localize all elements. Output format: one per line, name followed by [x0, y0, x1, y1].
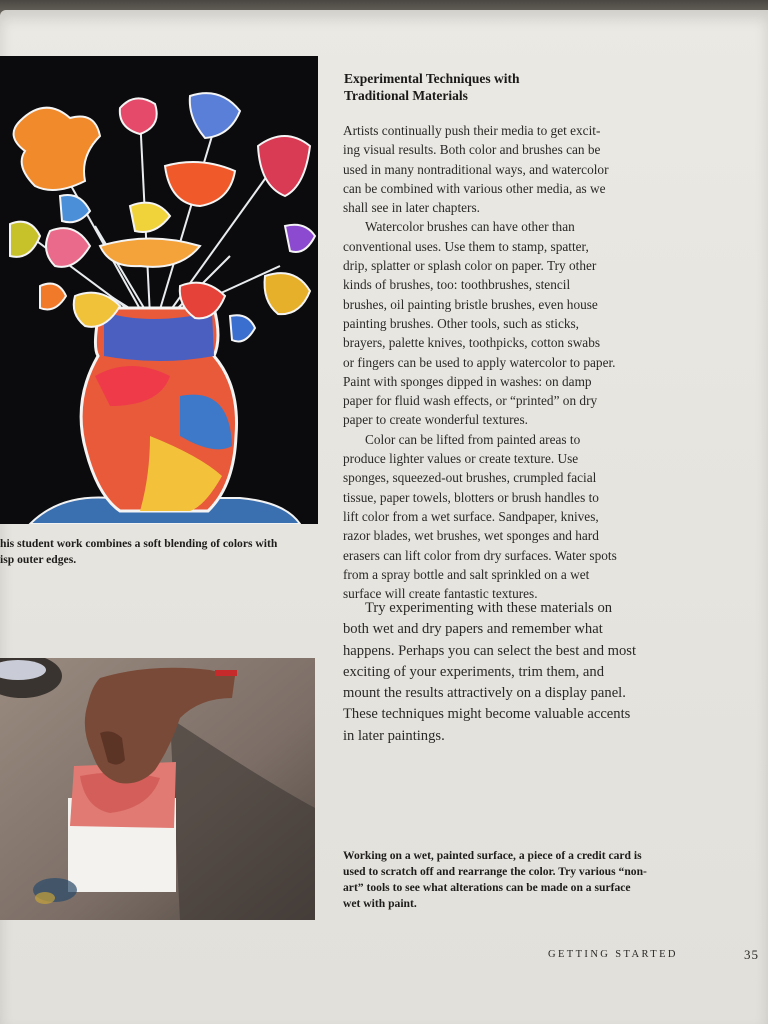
body-text-line: in later paintings. — [343, 727, 445, 744]
body-text-line: or fingers can be used to apply watercolor to paper. — [343, 354, 616, 370]
hand-scraping-illustration — [0, 658, 315, 920]
body-text-line: painting brushes. Other tools, such as sticks, — [343, 315, 579, 331]
body-text-line: Try experimenting with these materials on — [365, 600, 613, 616]
flower-vase-illustration — [0, 56, 318, 524]
body-text-line: ing visual results. Both color and brushes can be — [343, 142, 601, 158]
caption-credit-card — [343, 848, 703, 912]
section-heading — [344, 70, 664, 104]
body-text-line: Artists continually push their media to get excit- — [343, 123, 601, 138]
body-text-line: Paint with sponges dipped in washes: on damp — [343, 373, 592, 389]
body-text-line: shall see in later chapters. — [343, 200, 480, 216]
body-text-line: paper for fluid wash effects, or “printed” on dry — [343, 393, 598, 409]
caption-credit-card-line: art” tools to see what alterations can be made on a surface — [343, 881, 631, 894]
body-text-upper — [343, 121, 675, 603]
caption-vase — [0, 536, 318, 568]
body-text-line: Watercolor brushes can have other than — [365, 219, 575, 235]
caption-vase-line: his student work combines a soft blending of colors with — [0, 537, 278, 550]
body-text-line: drip, splatter or splash color on paper. Try other — [343, 258, 597, 274]
body-text-lower — [343, 598, 688, 747]
body-text-line: mount the results attractively on a display panel. — [343, 685, 626, 702]
body-text-line: exciting of your experiments, trim them, and — [343, 663, 604, 680]
body-text-line: kinds of brushes, too: toothbrushes, stencil — [343, 277, 571, 293]
body-text-line: can be combined with various other media, as we — [343, 180, 606, 196]
body-text-line: lift color from a wet surface. Sandpaper, knives, — [343, 508, 599, 524]
book-page — [0, 10, 768, 1024]
body-text-line: from a spray bottle and salt sprinkled on a wet — [343, 566, 590, 582]
body-text-line: sponges, squeezed-out brushes, crumpled facial — [343, 470, 597, 486]
body-text-line: brayers, palette knives, toothpicks, cotton swabs — [343, 335, 601, 351]
body-text-line: conventional uses. Use them to stamp, spatter, — [343, 238, 589, 254]
body-text-line: brushes, oil painting bristle brushes, even house — [343, 296, 598, 312]
running-footer: GETTING STARTED — [548, 949, 678, 960]
caption-credit-card-line: Working on a wet, painted surface, a piece of a credit card is — [343, 849, 642, 862]
caption-credit-card-line: wet with paint. — [343, 897, 417, 910]
body-text-line: razor blades, wet brushes, wet sponges and hard — [343, 528, 599, 544]
body-text-line: used in many nontraditional ways, and watercolor — [343, 161, 609, 177]
body-text-line: paper to create wonderful textures. — [343, 412, 528, 428]
credit-card-photo — [0, 658, 315, 920]
page-number: 35 — [744, 947, 759, 962]
body-text-line: happens. Perhaps you can select the best and most — [343, 642, 637, 659]
vase-painting-image — [0, 56, 318, 524]
body-text-line: Color can be lifted from painted areas to — [365, 431, 581, 447]
heading-line: Experimental Techniques with — [344, 71, 520, 86]
heading-line: Traditional Materials — [344, 88, 468, 103]
body-text-line: produce lighter values or create texture. Use — [343, 451, 579, 467]
body-text-line: surface will create fantastic textures. — [343, 586, 538, 602]
body-text-line: tissue, paper towels, blotters or brush handles to — [343, 489, 599, 505]
caption-vase-line: isp outer edges. — [0, 553, 77, 566]
body-text-line: both wet and dry papers and remember what — [343, 621, 603, 638]
body-text-line: These techniques might become valuable accents — [343, 706, 631, 723]
body-text-line: erasers can lift color from dry surfaces. Water spots — [343, 547, 617, 563]
caption-credit-card-line: used to scratch off and rearrange the color. Try various “non- — [343, 865, 647, 878]
